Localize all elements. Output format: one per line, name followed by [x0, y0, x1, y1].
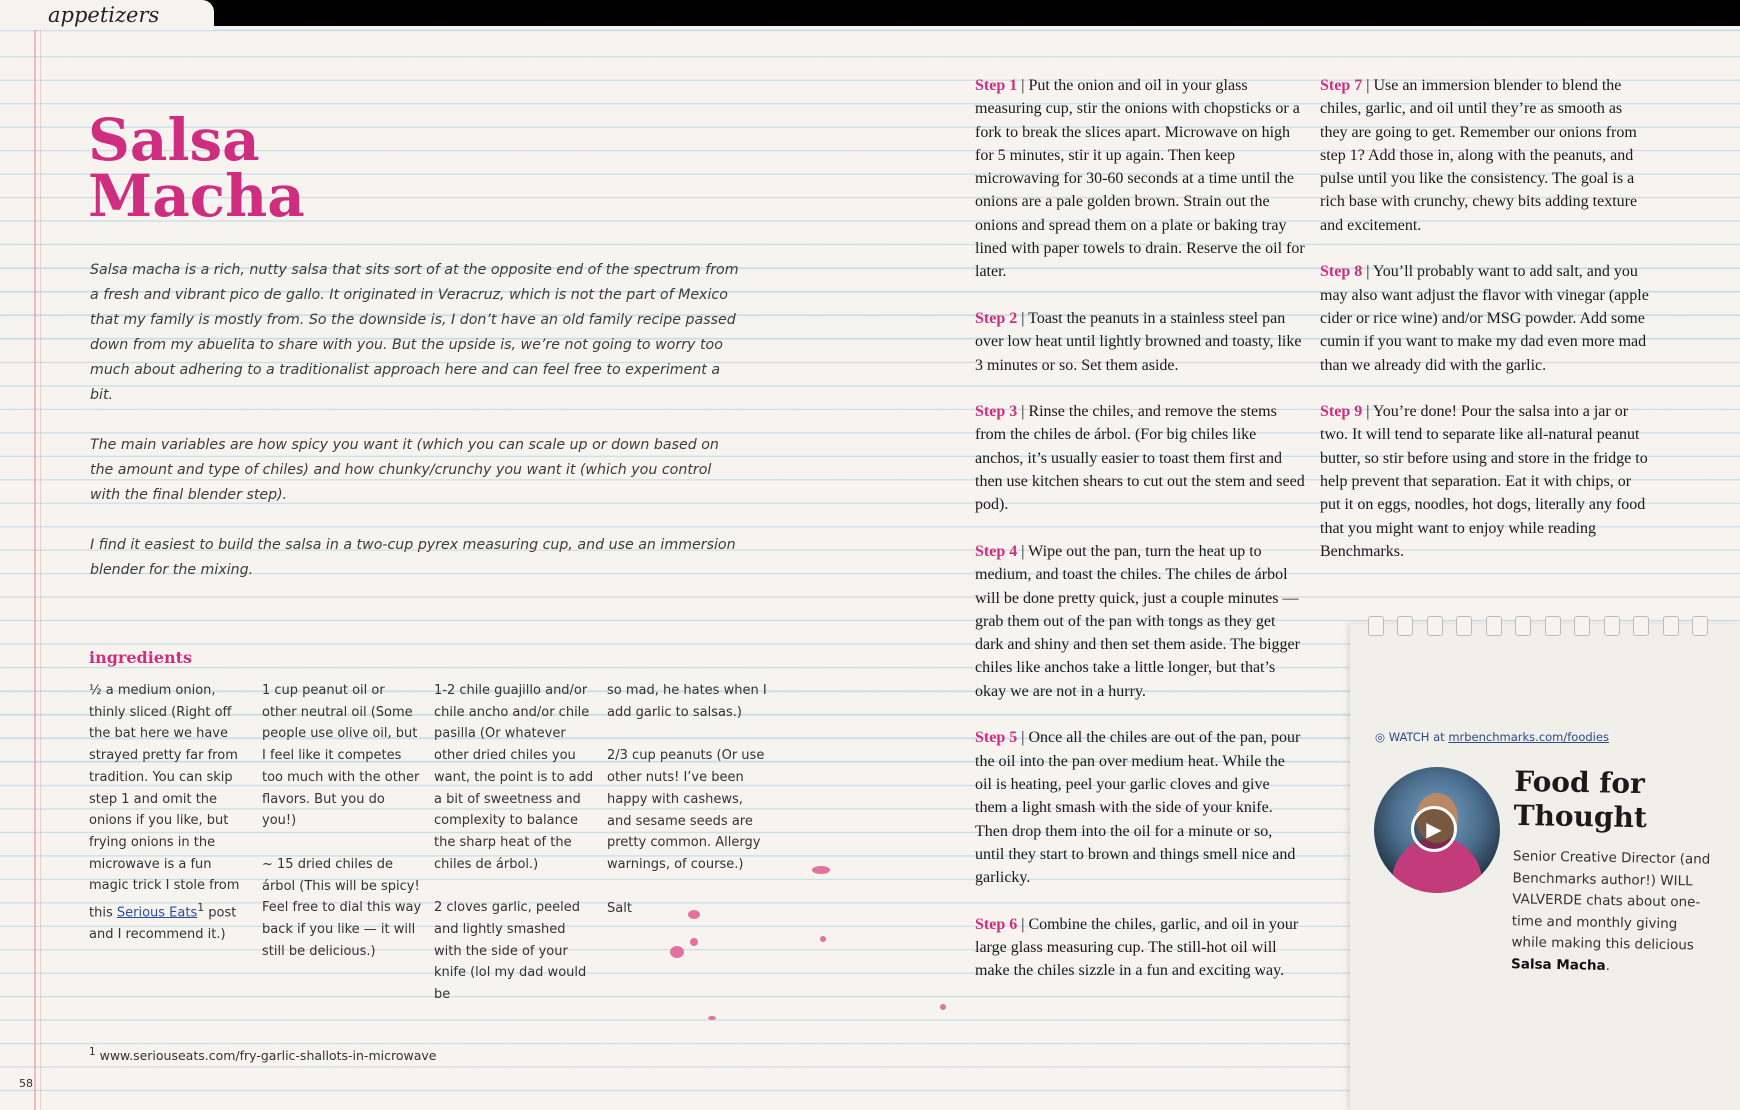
top-bar [0, 0, 1740, 26]
sauce-splatter [688, 910, 700, 919]
ingredient-item: ½ a medium onion, thinly sliced (Right off the bat here we have strayed pretty far from tradition. You can skip step 1 and omit the onions if you like, but frying onions in the microwave is a fun magic trick I stole from this Serious Eats$^1$ post and I recommend it.) [89, 683, 240, 943]
sauce-splatter [708, 1016, 716, 1020]
intro-paragraph: The main variables are how spicy you want it (which you can scale up or down based on the amount and type of chiles) and how chunky/crunchy you want it (which you control with the final blender step). [90, 437, 719, 503]
ingredient-item: ~ 15 dried chiles de árbol (This will be spicy! Feel free to dial this way back if you like — it will still be delicious.) [262, 856, 422, 959]
watch-url[interactable]: mrbenchmarks.com/foodies [1448, 730, 1609, 744]
ingredient-item: 2 cloves garlic, peeled and lightly smashed with the side of your knife (lol my dad would be [434, 900, 587, 1003]
step-1: Step 1 | Put the onion and oil in your glass measuring cup, stir the onions with chopsticks or a fork to break the slices apart. Microwave on high for 5 minutes, stir it up again. Then keep microwaving for 30-60 seconds at a time until the onions are a pale golden brown. Strain out the onions and spread them on a plate or baking tray lined with paper towels to drain. Reserve the oil for later. [975, 77, 1305, 281]
watch-icon: ◎ [1375, 730, 1386, 744]
ingredients-column-3 [434, 680, 594, 1028]
watch-link[interactable]: ◎ WATCH at mrbenchmarks.com/foodies [1375, 730, 1609, 744]
step-8: Step 8 | You’ll probably want to add salt, and you may also want adjust the flavor with vinegar (apple cider or rice wine) and/or MSG powder. Add some cumin if you want to make my dad even more mad than we already did with the garlic. [1320, 263, 1649, 374]
ingredients-column-2 [262, 680, 422, 984]
video-card [1350, 624, 1740, 1110]
intro-text [90, 258, 740, 608]
ingredients-column-4 [607, 680, 767, 941]
title-line-2: Macha [88, 162, 305, 230]
footnote-marker: 1 [197, 901, 205, 915]
step-4: Step 4 | Wipe out the pan, turn the heat up to medium, and toast the chiles. The chiles de árbol will be done pretty quick, just a couple minutes — grab them out of the pan with tongs as they get dark and shiny and then set them aside. The bigger chiles like anchos take a little longer, but that’s okay we are not in a hurry. [975, 542, 1300, 700]
card-description: Senior Creative Director (and Benchmarks author!) WILL VALVERDE chats about one-time and monthly giving while making this delicious Salsa Macha. [1510, 848, 1711, 974]
title-line-1: Salsa [88, 106, 260, 174]
steps-column-left [975, 74, 1305, 1006]
margin-line-secondary [40, 26, 41, 1110]
steps-column-right [1320, 74, 1650, 587]
footnote: $^1$ www.seriouseats.com/fry-garlic-shallots-in-microwave [89, 1046, 437, 1064]
ingredients-column-1 [89, 680, 249, 968]
page-number: 58 [19, 1077, 33, 1090]
step-3: Step 3 | Rinse the chiles, and remove the stems from the chiles de árbol. (For big chiles like anchos, it’s usually easier to toast them first and then use kitchen shears to cut out the stem and seed pod). [975, 403, 1305, 514]
ingredient-item: so mad, he hates when I add garlic to salsas.) [607, 683, 767, 720]
intro-paragraph: I find it easiest to build the salsa in a two-cup pyrex measuring cup, and use an immersion blender for the mixing. [90, 537, 736, 578]
sauce-splatter [820, 936, 826, 942]
play-icon[interactable]: ▶ [1411, 806, 1457, 852]
ingredient-item: 2/3 cup peanuts (Or use other nuts! I’ve been happy with cashews, and sesame seeds are pretty common. Allergy warnings, of course.) [607, 748, 765, 872]
card-title: Food for Thought [1513, 764, 1648, 835]
sauce-splatter [940, 1004, 946, 1010]
sauce-splatter [690, 938, 698, 946]
step-7: Step 7 | Use an immersion blender to blend the chiles, garlic, and oil until they’re as smooth as they are going to get. Remember our onions from step 1? Add those in, along with the peanuts, and pulse until you like the consistency. The goal is a rich base with crunchy, chewy bits adding texture and excitement. [1320, 77, 1638, 234]
step-5: Step 5 | Once all the chiles are out of the pan, pour the oil into the pan over medium heat. While the oil is heating, peel your garlic cloves and give them a light smash with the side of your knife. Then drop them into the oil for a minute or so, until they start to brown and things smell nice and garlicky. [975, 729, 1301, 887]
intro-paragraph: Salsa macha is a rich, nutty salsa that sits sort of at the opposite end of the spectrum from a fresh and vibrant pico de gallo. It originated in Veracruz, which is not the part of Mexico that my family is mostly from. So the downside is, I don’t have an old family recipe passed down from my abuelita to share with you. But the upside is, we’re not going to worry too much about adhering to a traditionalist approach here and can feel free to experiment a bit. [90, 262, 739, 403]
sauce-splatter [812, 866, 830, 874]
step-9: Step 9 | You’re done! Pour the salsa into a jar or two. It will tend to separate like all-natural peanut butter, so stir before using and store in the fridge to help prevent that separation. Eat it with chips, or put it on eggs, noodles, hot dogs, literally any food that you might want to enjoy while reading Benchmarks. [1320, 403, 1648, 560]
margin-line [34, 26, 36, 1110]
ingredient-item: 1 cup peanut oil or other neutral oil (Some people use olive oil, but I feel like it competes too much with the other flavors. But you do you!) [262, 683, 420, 829]
serious-eats-link[interactable]: Serious Eats [116, 905, 198, 921]
step-6: Step 6 | Combine the chiles, garlic, and oil in your large glass measuring cup. The still-hot oil will make the chiles sizzle in a fun and exciting way. [975, 915, 1299, 980]
section-tab [0, 0, 214, 30]
ingredients-heading: ingredients [89, 648, 192, 667]
notepad-holes [1368, 616, 1708, 644]
step-2: Step 2 | Toast the peanuts in a stainless steel pan over low heat until lightly browned and toasty, like 3 minutes or so. Set them aside. [975, 309, 1302, 374]
sauce-splatter [670, 946, 684, 958]
ingredient-item: 1-2 chile guajillo and/or chile ancho and/or chile pasilla (Or whatever other dried chiles you want, the point is to add a bit of sweetness and complexity to balance the sharp heat of the chiles de árbol.) [434, 683, 594, 872]
recipe-title [88, 106, 305, 230]
ingredient-item: Salt [607, 900, 632, 916]
section-label: appetizers [48, 3, 160, 27]
